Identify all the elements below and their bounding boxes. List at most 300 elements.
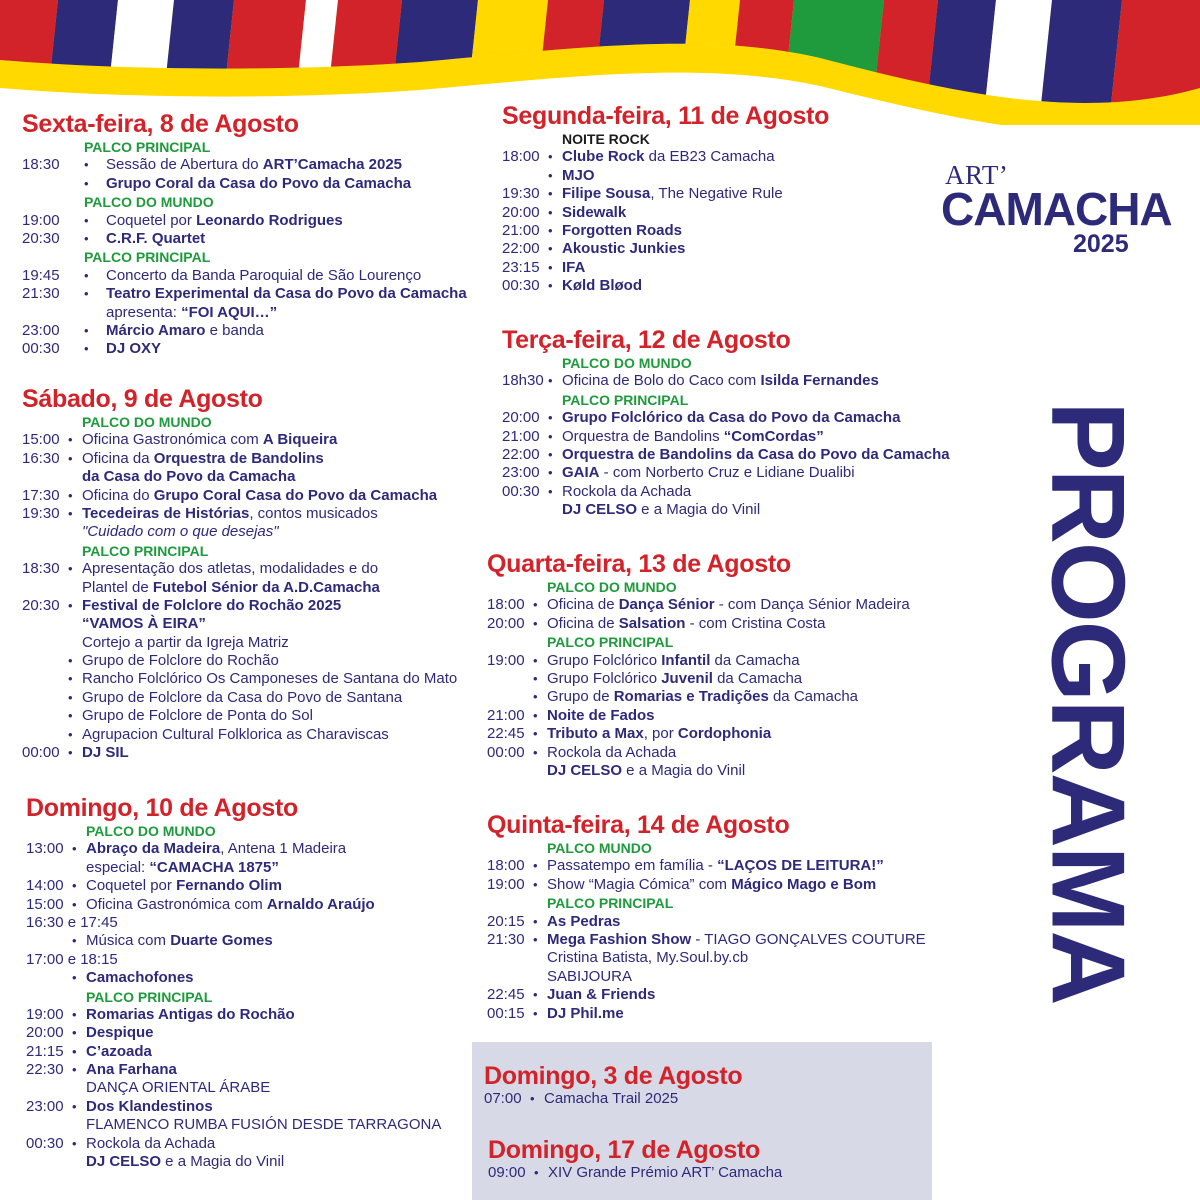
stage-heading	[502, 354, 790, 372]
event-description	[86, 896, 375, 914]
schedule-list	[484, 1090, 742, 1108]
event-highlight: Isilda Fernandes	[760, 372, 879, 390]
event-highlight: Tecedeiras de Histórias	[82, 504, 250, 522]
event-highlight: Leonardo Rodrigues	[196, 211, 343, 229]
schedule-row	[26, 1006, 298, 1024]
bullet-icon: •	[533, 707, 538, 723]
stage-heading	[487, 578, 791, 596]
event-highlight: Orquestra de Bandolins	[153, 449, 324, 467]
event-time: 22:00	[502, 240, 540, 258]
stage-heading	[22, 413, 263, 431]
schedule-row	[502, 240, 829, 258]
day-title: Sábado, 9 de Agosto	[22, 385, 263, 413]
stage-heading	[487, 839, 789, 857]
event-description	[106, 156, 402, 174]
event-time: 07:00	[484, 1090, 522, 1107]
schedule-row	[502, 185, 829, 203]
event-description	[547, 688, 858, 706]
event-time: 18h30	[502, 372, 544, 390]
event-time: 20:00	[502, 409, 540, 427]
event-time: 22:30	[26, 1061, 64, 1079]
bullet-icon: •	[533, 726, 538, 742]
event-time: 14:00	[26, 877, 64, 895]
event-highlight: Camachofones	[86, 969, 194, 987]
event-highlight: Infantil	[661, 651, 711, 669]
event-description	[562, 167, 595, 185]
event-text: Passatempo em família -	[547, 857, 718, 875]
event-time: 19:00	[487, 651, 525, 669]
event-description	[547, 876, 876, 894]
event-description	[82, 652, 279, 670]
event-text: Concerto da Banda Paroquial de São Lourenço	[106, 266, 422, 284]
schedule-list	[26, 822, 442, 1171]
event-highlight: Dos Klandestinos	[86, 1097, 213, 1115]
event-text: especial:	[86, 858, 150, 876]
schedule-row	[22, 340, 299, 358]
event-text: Camacha Trail 2025	[544, 1090, 679, 1107]
event-highlight: GAIA	[562, 464, 600, 482]
event-description	[547, 968, 632, 986]
schedule-row	[487, 762, 791, 780]
bullet-icon: •	[533, 931, 538, 947]
bullet-icon: •	[548, 483, 553, 499]
schedule-row	[26, 1098, 298, 1116]
event-description	[547, 986, 655, 1004]
event-description	[562, 148, 775, 166]
event-time: 16:30	[22, 449, 60, 467]
event-text: Grupo de Folclore da Casa do Povo de Santana	[82, 688, 403, 706]
event-time: 20:30	[22, 596, 60, 614]
bullet-icon: •	[530, 1091, 535, 1106]
event-highlight: “VAMOS À EIRA”	[82, 615, 206, 633]
bullet-icon: •	[534, 1165, 539, 1180]
day-title: Domingo, 10 de Agosto	[26, 794, 298, 822]
event-time: 18:00	[502, 148, 540, 166]
bullet-icon: •	[72, 1025, 77, 1041]
bullet-icon: •	[84, 175, 89, 191]
schedule-row	[502, 501, 790, 519]
event-description	[82, 560, 378, 578]
event-description	[547, 707, 655, 725]
schedule-row	[22, 230, 299, 248]
event-highlight: “FOI AQUI…”	[181, 303, 278, 321]
schedule-row	[22, 596, 342, 615]
stage-name: PALCO DO MUNDO	[84, 194, 214, 211]
schedule-row	[22, 633, 289, 652]
event-text: e a Magia do Vinil	[637, 501, 761, 519]
event-text: apresenta:	[106, 303, 182, 321]
schedule-row	[26, 1135, 298, 1153]
event-highlight: Fernando Olim	[176, 877, 282, 895]
schedule-row	[502, 204, 829, 222]
bullet-icon: •	[548, 167, 553, 183]
bullet-icon: •	[548, 446, 553, 462]
schedule-row	[487, 707, 791, 725]
event-description	[86, 1116, 441, 1134]
event-time: 15:00	[26, 895, 64, 913]
event-highlight: C’azoada	[86, 1042, 152, 1060]
event-text: , The Negative Rule	[650, 185, 783, 203]
event-text: e a Magia do Vinil	[622, 761, 746, 779]
event-highlight: Ana Farhana	[86, 1061, 177, 1079]
schedule-row	[22, 431, 338, 449]
event-text: Agrupacion Cultural Folklorica as Charaviscas	[82, 725, 389, 743]
programa-title	[1002, 365, 1172, 1040]
event-highlight: DJ CELSO	[562, 501, 638, 519]
event-description	[106, 340, 161, 358]
event-highlight: Mágico Mago e Bom	[731, 875, 877, 893]
schedule-row	[502, 445, 950, 464]
event-time: 21:00	[502, 427, 540, 445]
event-highlight: IFA	[562, 258, 586, 276]
stage-heading	[22, 248, 299, 266]
event-time: 22:00	[502, 445, 540, 463]
event-text: Coquetel por	[106, 211, 197, 229]
schedule-list	[487, 839, 926, 1023]
art-camacha-logo	[935, 160, 1172, 270]
stage-heading	[26, 988, 298, 1006]
event-time: 13:00	[26, 840, 64, 858]
event-text: Oficina de	[547, 614, 619, 632]
day-block	[487, 811, 926, 1023]
bullet-icon: •	[72, 896, 77, 912]
schedule-row	[22, 652, 279, 670]
event-text: Oficina Gastronómica com	[86, 895, 267, 913]
schedule-row	[22, 211, 343, 230]
event-highlight: ART’Camacha 2025	[262, 156, 403, 174]
event-text: Grupo Folclórico	[547, 669, 662, 687]
event-highlight: Arnaldo Araújo	[266, 895, 375, 913]
event-time: 22:45	[487, 986, 525, 1004]
bullet-icon: •	[72, 841, 77, 857]
event-description	[544, 1090, 678, 1108]
event-description	[86, 932, 273, 950]
bullet-icon: •	[548, 278, 553, 294]
bullet-icon: •	[84, 286, 89, 302]
schedule-row	[22, 266, 422, 285]
bullet-icon: •	[84, 157, 89, 173]
event-description	[82, 468, 295, 486]
bullet-icon: •	[68, 726, 73, 742]
schedule-row	[487, 725, 791, 743]
day-title: Quarta-feira, 13 de Agosto	[487, 550, 791, 578]
bullet-icon: •	[68, 505, 73, 521]
schedule-row	[26, 1061, 298, 1079]
schedule-row	[22, 523, 279, 541]
day-block	[502, 102, 829, 296]
event-description	[86, 969, 194, 987]
schedule-row	[26, 969, 298, 987]
schedule-row	[487, 669, 803, 688]
bullet-icon: •	[533, 876, 538, 892]
event-highlight: Abraço da Madeira	[86, 840, 221, 858]
event-text: e banda	[205, 321, 264, 339]
event-highlight: Forgotten Roads	[562, 221, 682, 239]
schedule-row	[22, 285, 467, 303]
event-highlight: Festival de Folclore do Rochão 2025	[82, 596, 342, 614]
event-highlight: Clube Rock	[562, 148, 645, 166]
schedule-row	[22, 744, 263, 762]
event-text: Rockola da Achada	[562, 482, 692, 500]
event-description	[86, 1153, 284, 1171]
bullet-icon: •	[533, 913, 538, 929]
event-description	[86, 1098, 213, 1116]
stage-name: PALCO PRINCIPAL	[84, 139, 211, 155]
stage-name: PALCO PRINCIPAL	[82, 542, 209, 559]
schedule-row	[26, 877, 298, 895]
schedule-row	[22, 504, 378, 523]
event-text: Oficina da	[82, 449, 154, 467]
schedule-row	[26, 1116, 442, 1134]
event-text: Cortejo a partir da Igreja Matriz	[82, 633, 289, 651]
day-block	[487, 550, 910, 780]
event-highlight: Romarias e Tradições	[613, 688, 769, 706]
schedule-row	[502, 167, 829, 185]
schedule-row	[502, 222, 829, 240]
schedule-row	[487, 744, 791, 762]
logo-art-text: ART’	[945, 160, 1009, 190]
bullet-icon: •	[548, 222, 553, 238]
event-time: 00:00	[22, 744, 60, 762]
event-text: DANÇA ORIENTAL ÁRABE	[86, 1079, 271, 1097]
event-description	[82, 615, 206, 633]
event-description	[82, 634, 289, 652]
day-block	[488, 1136, 783, 1182]
event-time: 00:15	[487, 1004, 525, 1022]
stage-heading	[22, 193, 299, 211]
event-highlight: Akoustic Junkies	[562, 240, 686, 258]
event-time: 19:00	[26, 1005, 64, 1023]
schedule-row	[26, 932, 298, 950]
event-description	[86, 1043, 152, 1061]
schedule-row	[22, 707, 313, 725]
event-text: Plantel de	[82, 578, 153, 596]
event-description	[562, 185, 783, 203]
schedule-row	[502, 409, 901, 427]
event-text: Grupo de Folclore de Ponta do Sol	[82, 707, 313, 725]
day-title: Sexta-feira, 8 de Agosto	[22, 110, 299, 138]
bullet-icon: •	[72, 1062, 77, 1078]
bullet-icon: •	[72, 1135, 77, 1151]
bullet-icon: •	[548, 241, 553, 257]
schedule-row	[22, 304, 299, 322]
stage-heading	[487, 633, 791, 651]
event-time: 19:45	[22, 266, 60, 284]
bullet-icon: •	[548, 373, 553, 389]
schedule-row	[502, 277, 829, 295]
event-text: da EB23 Camacha	[644, 148, 775, 166]
event-highlight: Márcio Amaro	[106, 321, 206, 339]
schedule-row	[487, 968, 789, 986]
schedule-row	[22, 688, 403, 707]
schedule-list	[22, 138, 467, 359]
event-description	[547, 615, 825, 633]
bullet-icon: •	[84, 341, 89, 357]
bullet-icon: •	[533, 597, 538, 613]
event-time: 19:30	[502, 185, 540, 203]
stage-name: PALCO PRINCIPAL	[547, 634, 674, 651]
stage-heading	[22, 542, 263, 560]
schedule-row	[22, 156, 403, 174]
schedule-list	[502, 130, 829, 296]
schedule-row	[487, 614, 826, 633]
event-description	[547, 857, 884, 875]
schedule-row	[26, 840, 347, 858]
event-text: da Camacha	[768, 688, 859, 706]
event-time: 15:00	[22, 431, 60, 449]
bullet-icon: •	[84, 267, 89, 283]
event-text: - com Dança Sénior Madeira	[714, 596, 910, 614]
subheading-text: NOITE ROCK	[562, 131, 650, 147]
schedule-row	[502, 148, 829, 166]
stage-heading	[487, 894, 789, 912]
event-text: Cristina Batista, My.Soul.by.cb	[547, 949, 749, 967]
event-highlight: Tributo a Max	[547, 725, 644, 743]
event-description	[562, 372, 879, 390]
bullet-icon: •	[548, 428, 553, 444]
bullet-icon: •	[533, 1005, 538, 1021]
bullet-icon: •	[84, 212, 89, 228]
event-description	[106, 285, 467, 303]
event-description	[82, 487, 437, 505]
schedule-row	[22, 725, 389, 744]
event-description	[562, 277, 642, 295]
event-text: Orquestra de Bandolins	[562, 427, 724, 445]
schedule-row	[487, 875, 877, 894]
event-highlight: Mega Fashion Show	[547, 930, 692, 948]
event-time: 17:00 e 18:15	[26, 950, 118, 968]
event-description	[562, 483, 691, 501]
bullet-icon: •	[533, 652, 538, 668]
event-description	[562, 464, 855, 482]
bullet-icon: •	[68, 671, 73, 687]
event-highlight: As Pedras	[547, 912, 621, 930]
schedule-row	[22, 322, 299, 340]
event-time: 19:00	[487, 875, 525, 893]
schedule-row	[26, 895, 375, 914]
event-highlight: Grupo Coral Casa do Povo da Camacha	[153, 486, 438, 504]
bullet-icon: •	[533, 689, 538, 705]
event-time: 09:00	[488, 1164, 526, 1181]
event-time: 16:30 e 17:45	[26, 913, 118, 931]
event-description	[548, 1164, 782, 1182]
event-description	[82, 431, 337, 449]
schedule-list	[502, 354, 950, 520]
event-time: 21:00	[487, 706, 525, 724]
event-description	[106, 322, 264, 340]
bullet-icon: •	[533, 858, 538, 874]
event-description	[82, 579, 380, 597]
bullet-icon: •	[548, 465, 553, 481]
event-text: , Antena 1 Madeira	[220, 840, 347, 858]
event-description	[106, 212, 343, 230]
event-highlight: DJ OXY	[106, 340, 162, 358]
schedule-row	[488, 1164, 783, 1182]
event-text: - com Cristina Costa	[685, 614, 826, 632]
schedule-row	[502, 427, 824, 446]
event-description	[86, 1006, 295, 1024]
event-description	[562, 240, 685, 258]
event-text: Grupo de Folclore do Rochão	[82, 652, 279, 670]
event-highlight: Duarte Gomes	[170, 932, 273, 950]
event-highlight: Køld Bløod	[562, 277, 642, 295]
event-time: 19:30	[22, 504, 60, 522]
schedule-row	[22, 560, 379, 578]
subheading	[502, 130, 829, 148]
event-highlight: Grupo Coral da Casa do Povo da Camacha	[106, 174, 412, 192]
event-time: 21:15	[26, 1042, 64, 1060]
event-time: 21:30	[487, 930, 525, 948]
event-description	[82, 707, 313, 725]
schedule-row	[26, 859, 298, 877]
stage-name: PALCO DO MUNDO	[82, 414, 212, 430]
day-block	[502, 326, 950, 520]
schedule-row	[26, 1024, 298, 1042]
event-description	[547, 931, 926, 949]
schedule-row	[487, 930, 926, 949]
schedule-row	[22, 468, 296, 486]
schedule-row	[484, 1090, 742, 1108]
day-title: Domingo, 3 de Agosto	[484, 1062, 743, 1090]
event-description	[82, 505, 378, 523]
event-time: 21:00	[502, 221, 540, 239]
event-text: Show “Magia Cómica” com	[547, 875, 732, 893]
event-description	[86, 840, 346, 858]
event-description	[106, 175, 411, 193]
stage-name: PALCO PRINCIPAL	[562, 391, 689, 408]
event-description	[86, 877, 282, 895]
bullet-icon: •	[533, 670, 538, 686]
bullet-icon: •	[68, 487, 73, 503]
event-time: 19:00	[22, 211, 60, 229]
event-highlight: Romarias Antigas do Rochão	[86, 1005, 295, 1023]
stage-name: PALCO PRINCIPAL	[84, 249, 211, 266]
stage-heading	[22, 138, 299, 156]
schedule-row	[487, 913, 789, 931]
event-text: Rockola da Achada	[547, 743, 677, 761]
event-highlight: Grupo Folclórico da Casa do Povo da Camacha	[562, 409, 901, 427]
event-text: Rancho Folclórico Os Camponeses de Santana do Mato	[82, 670, 458, 688]
schedule-row	[502, 372, 879, 390]
logo-camacha-text: CAMACHA	[941, 183, 1172, 235]
event-highlight: Orquestra de Bandolins da Casa do Povo da Camacha	[562, 445, 950, 463]
bullet-icon: •	[72, 970, 77, 986]
schedule-row	[502, 483, 790, 501]
event-description	[86, 1079, 270, 1097]
event-description	[106, 304, 277, 322]
event-text: Música com	[86, 932, 171, 950]
event-time: 23:00	[26, 1097, 64, 1115]
event-time: 20:00	[502, 203, 540, 221]
event-text: Grupo Folclórico	[547, 651, 662, 669]
bullet-icon: •	[68, 708, 73, 724]
schedule-row	[26, 951, 298, 969]
schedule-list	[487, 578, 910, 780]
event-highlight: Sidewalk	[562, 203, 627, 221]
bullet-icon: •	[548, 186, 553, 202]
day-block	[484, 1062, 742, 1108]
event-highlight: Salsation	[618, 614, 686, 632]
event-highlight: “LAÇOS DE LEITURA!”	[717, 857, 884, 875]
bullet-icon: •	[533, 615, 538, 631]
schedule-row	[22, 670, 458, 688]
bullet-icon: •	[72, 1043, 77, 1059]
bullet-icon: •	[68, 561, 73, 577]
event-description	[547, 762, 745, 780]
event-description	[547, 949, 748, 967]
event-time: 20:30	[22, 229, 60, 247]
event-description	[562, 222, 682, 240]
